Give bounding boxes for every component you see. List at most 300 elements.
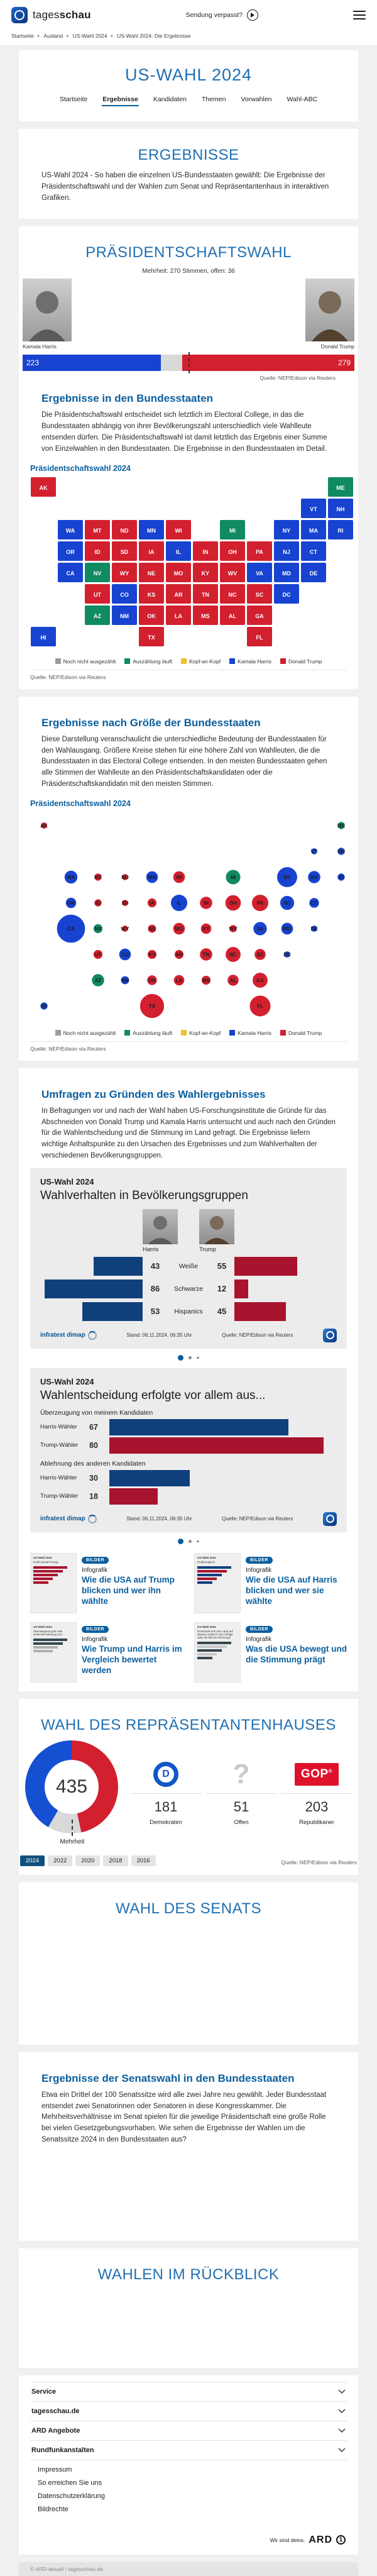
footer-link[interactable]: So erreichen Sie uns [38, 2479, 102, 2487]
state-tile-GA[interactable] [247, 605, 272, 625]
state-bubble-MO[interactable] [173, 922, 185, 935]
trump-value: 55 [217, 1261, 227, 1271]
trump-value: 45 [217, 1307, 227, 1317]
svg-text:CT: CT [310, 548, 317, 555]
state-bubble-IL[interactable] [170, 894, 187, 911]
svg-text:MI: MI [229, 527, 236, 534]
state-tile-OR[interactable] [58, 541, 83, 561]
state-tile-KY[interactable] [193, 563, 218, 582]
reasons-kicker: US-Wahl 2024 [40, 1376, 94, 1386]
teaser-grid [30, 1553, 347, 1683]
demographics-footer [40, 1329, 337, 1342]
copyright-bar: © ARD-aktuell / tagesschau.de [19, 2562, 358, 2576]
state-bubble-AR[interactable] [174, 949, 183, 959]
polls-heading: Umfragen zu Gründen des Wahlergebnisses [41, 1088, 266, 1100]
state-tile-OH[interactable] [220, 541, 245, 561]
review-heading: WAHLEN IM RÜCKBLICK [97, 2265, 280, 2283]
bubble-text: Diese Darstellung veranschaulicht die unterschiedliche Bedeutung der Bundesstaaten für den Wahlausgang. Größere Kreise stehen für eine höhere Zahl von Wahlleuten, die die Bundesstaaten in das Electoral College entsenden. In den meisten Bundesstaaten gehen alle Stimmen der Wahlleute an den Präsidentschaftskandidaten oder die Präsidentschaftskandidatin mit den meisten Stimmen. [41, 735, 327, 788]
year-chip-2016[interactable]: 2016 [131, 1855, 156, 1866]
teaser-title[interactable]: Was die USA bewegt und die Stimmung prägt [246, 1644, 347, 1664]
legend-item: Donald Trump [280, 658, 322, 665]
legend-item: Kopf-an-Kopf [181, 1030, 221, 1036]
teaser-kicker: Infografik [82, 1635, 108, 1643]
reason-group-label: Ablehnung des anderen Kandidaten [40, 1459, 146, 1468]
svg-text:MI: MI [230, 874, 236, 880]
year-chip-2024[interactable]: 2024 [20, 1855, 45, 1866]
state-tile-HI[interactable] [31, 627, 56, 646]
intro-section [19, 129, 358, 219]
state-tile-IA[interactable] [139, 541, 164, 561]
voter-label: Trump-Wähler [40, 1493, 79, 1500]
svg-text:ND: ND [120, 527, 129, 534]
svg-text:ME: ME [336, 484, 345, 491]
source-note: Quelle: NEP/Edison via Reuters [222, 1516, 293, 1522]
democrats-label: Demokraten [150, 1819, 182, 1827]
state-tile-SD[interactable] [112, 541, 137, 561]
source-note: Quelle: NEP/Edison via Reuters [260, 375, 336, 382]
state-bubble-ID[interactable] [94, 899, 102, 907]
tab-ergebnisse[interactable]: Ergebnisse [102, 94, 139, 106]
state-bubble-MN[interactable] [146, 871, 158, 883]
state-tile-AR[interactable] [166, 584, 191, 604]
state-tile-UT[interactable] [85, 584, 110, 604]
svg-text:WV: WV [227, 570, 238, 577]
candidate-harris [23, 279, 72, 350]
state-bubble-OH[interactable] [225, 895, 241, 911]
harris-name: Kamala Harris [23, 343, 57, 350]
tagesschau-logo-icon [11, 7, 28, 23]
svg-text:CA: CA [66, 570, 75, 577]
year-chip-2020[interactable]: 2020 [75, 1855, 100, 1866]
state-tile-MN[interactable] [139, 520, 164, 539]
legend-item: Auszählung läuft [124, 658, 172, 665]
state-bubble-DE[interactable] [310, 925, 318, 932]
header [0, 0, 377, 30]
state-tile-VA[interactable] [247, 563, 272, 582]
tab-kandidaten[interactable]: Kandidaten [153, 96, 187, 103]
state-bubble-AL[interactable] [227, 974, 239, 986]
state-tile-DE[interactable] [301, 563, 326, 582]
state-tile-ID[interactable] [85, 541, 110, 561]
svg-text:NC: NC [229, 951, 237, 958]
infratest-dimap-logo: infratest dimap [40, 1515, 97, 1523]
infographic-reasons[interactable] [30, 1368, 347, 1532]
teaser-item[interactable] [194, 1553, 347, 1613]
infratest-dimap-logo: infratest dimap [40, 1331, 97, 1340]
state-tile-MO[interactable] [166, 563, 191, 582]
svg-text:NE: NE [148, 926, 156, 932]
state-tile-ND[interactable] [112, 520, 137, 539]
chevron-down-icon [338, 2389, 346, 2394]
svg-text:AR: AR [175, 951, 183, 958]
teaser-item[interactable] [30, 1553, 183, 1613]
reasons-title: Wahlentscheidung erfolgte vor allem aus... [40, 1388, 266, 1402]
state-tile-WA[interactable] [58, 520, 83, 539]
senate-heading: WAHL DES SENATS [116, 1899, 261, 1917]
state-bubble-UT[interactable] [93, 949, 102, 959]
intro-heading: ERGEBNISSE [138, 146, 239, 163]
svg-text:CO: CO [121, 951, 129, 958]
svg-text:AK: AK [40, 822, 48, 829]
bubble-legend [30, 1030, 347, 1042]
state-tile-RI[interactable] [328, 520, 353, 539]
breadcrumb-item[interactable]: Ausland [43, 33, 63, 39]
state-tile-NM[interactable] [112, 605, 137, 625]
sendung-verpasst-label: Sendung verpasst? [185, 11, 243, 19]
bubble-section [19, 697, 358, 1061]
svg-text:MT: MT [93, 527, 102, 534]
harris-bar [94, 1257, 143, 1276]
bubble-chart-label: Präsidentschaftswahl 2024 [30, 799, 131, 808]
state-tile-NY[interactable] [274, 520, 299, 539]
state-tile-IN[interactable] [193, 541, 218, 561]
house-chart-row [19, 1740, 358, 1845]
state-tile-NE[interactable] [139, 563, 164, 582]
state-bubble-MD[interactable] [281, 922, 293, 935]
tab-wahl-abc[interactable]: Wahl-ABC [287, 96, 318, 103]
state-tile-PA[interactable] [247, 541, 272, 561]
republicans-seats: 203 [281, 1793, 352, 1815]
state-bubble-MT[interactable] [94, 873, 102, 881]
svg-text:RI: RI [339, 874, 344, 880]
svg-text:AK: AK [39, 484, 48, 491]
reason-group-label: Überzeugung von meinem Kandidaten [40, 1408, 153, 1417]
state-bubble-DC[interactable] [283, 951, 291, 958]
year-chip-2022[interactable]: 2022 [48, 1855, 72, 1866]
svg-text:KY: KY [202, 926, 210, 932]
tagesschau-logo[interactable] [11, 7, 91, 23]
state-tile-LA[interactable] [166, 605, 191, 625]
brand-wordmark: tagesschau [33, 9, 91, 21]
svg-text:DE: DE [309, 570, 318, 577]
tab-vorwahlen[interactable]: Vorwahlen [241, 96, 272, 103]
svg-text:MO: MO [173, 570, 183, 577]
reason-row [40, 1470, 337, 1486]
state-bubble-CT[interactable] [309, 898, 319, 908]
house-source: Quelle: NEP/Edison via Reuters [281, 1859, 357, 1866]
state-bubble-FL[interactable] [249, 995, 271, 1017]
page-footer [19, 2375, 358, 2555]
breadcrumb-item[interactable]: US-Wahl 2024 [72, 33, 107, 39]
state-tile-ME[interactable] [328, 477, 353, 497]
state-tile-SC[interactable] [247, 584, 272, 604]
chevron-down-icon [338, 2428, 346, 2433]
open-seats: 51 [206, 1793, 276, 1815]
trump-caption: Trump [199, 1246, 217, 1253]
teaser-kicker: Infografik [246, 1635, 272, 1643]
trump-name: Donald Trump [320, 343, 354, 350]
value: 18 [89, 1491, 98, 1501]
chevron-down-icon [338, 2409, 346, 2413]
state-bubble-SD[interactable] [121, 899, 128, 906]
year-selector-row [19, 1855, 358, 1866]
state-bubble-WY[interactable] [121, 925, 130, 932]
bubble-heading: Ergebnisse nach Größe der Bundesstaaten [41, 716, 261, 729]
state-bubble-KY[interactable] [200, 923, 212, 934]
svg-text:OH: OH [228, 548, 237, 555]
svg-text:HI: HI [40, 634, 46, 641]
category-label: Schwarze [173, 1285, 204, 1293]
svg-text:UT: UT [94, 951, 102, 958]
svg-text:MN: MN [147, 527, 156, 534]
breadcrumb-separator-icon: ▸ [111, 34, 114, 38]
state-bubble-RI[interactable] [337, 873, 345, 881]
state-bubble-NJ[interactable] [280, 895, 294, 910]
state-tile-CT[interactable] [301, 541, 326, 561]
state-tile-AZ[interactable] [85, 605, 110, 625]
teaser-item[interactable] [30, 1622, 183, 1683]
harris-bar [82, 1302, 143, 1321]
reasons-footer [40, 1512, 337, 1526]
breadcrumb-item[interactable]: US-Wahl 2024: Die Ergebnisse [117, 33, 191, 39]
republicans-label: Republikaner [299, 1819, 334, 1827]
state-bubble-AZ[interactable] [92, 973, 105, 987]
breadcrumb [0, 30, 377, 45]
teaser-title[interactable]: Wie Trump und Harris im Vergleich bewertet werden [82, 1644, 182, 1675]
svg-text:TX: TX [148, 1003, 156, 1009]
tab-themen[interactable]: Themen [201, 96, 226, 103]
chevron-down-icon [338, 2448, 346, 2452]
state-bubble-ME[interactable] [337, 822, 346, 829]
state-bubble-NH[interactable] [337, 848, 345, 855]
senate-results-text: Etwa ein Drittel der 100 Senatssitze wird alle zwei Jahre neu gewählt. Jeder Bundesstaat entsendet zwei Senatorinnen oder Senatoren in diese Kongresskammer. Die Mehrheitsverhältnisse im Senat spielen für die jeweilige Präsidentschaft eine große Rolle bei vielen Gesetzgebungsvorhaben. Wie sehen die Ergebnisse der Wahlen um die Senatssitze 2024 in den Bundesstaaten aus? [41, 2091, 327, 2144]
svg-text:VA: VA [256, 926, 264, 932]
intro-text: US-Wahl 2024 - So haben die einzelnen US-Bundesstaaten gewählt: Die Ergebnisse der Präsidentschaftswahl und der Wahlen zum Senat und Repräsentantenhaus in interaktiven Grafiken. [41, 172, 329, 202]
bilder-badge: BILDER [82, 1557, 109, 1564]
footer-accordion[interactable]: Service [30, 2382, 347, 2402]
state-bubble-MI[interactable] [226, 870, 241, 885]
state-tile-VT[interactable] [301, 499, 326, 518]
trump-bar [234, 1280, 248, 1298]
state-bubble-ND[interactable] [121, 873, 129, 880]
state-tile-DC[interactable] [274, 584, 299, 604]
trump-bar [234, 1302, 286, 1321]
ard-logo: ARD [309, 2534, 332, 2545]
state-bubble-TX[interactable] [139, 993, 164, 1018]
state-bubble-IN[interactable] [200, 896, 213, 909]
state-tile-WI[interactable] [166, 520, 191, 539]
svg-text:MD: MD [283, 926, 292, 932]
state-bubble-SC[interactable] [254, 948, 266, 960]
electoral-votes-bar [23, 355, 354, 371]
state-bubble-HI[interactable] [40, 1002, 48, 1010]
state-tile-MD[interactable] [274, 563, 299, 582]
state-tile-AK[interactable] [31, 477, 56, 497]
president-section [19, 226, 358, 688]
svg-text:LA: LA [175, 977, 183, 983]
state-bubble-WI[interactable] [173, 871, 185, 883]
state-bubble-WV[interactable] [229, 925, 238, 932]
svg-text:DC: DC [282, 591, 291, 598]
state-bubble-PA[interactable] [251, 894, 268, 911]
state-tile-NH[interactable] [328, 499, 353, 518]
state-tile-CO[interactable] [112, 584, 137, 604]
house-donut [25, 1740, 119, 1845]
footer-accordion[interactable]: ARD Angebote [30, 2421, 347, 2441]
state-bubble-WA[interactable] [64, 870, 77, 883]
state-tile-MT[interactable] [85, 520, 110, 539]
house-heading: WAHL DES REPRÄSENTANTENHAUSES [41, 1716, 336, 1733]
state-bubble-TN[interactable] [200, 948, 213, 961]
state-results-bubble-map[interactable] [30, 812, 357, 1020]
svg-text:NJ: NJ [283, 548, 290, 555]
state-bubble-NM[interactable] [121, 976, 129, 985]
svg-text:NE: NE [147, 570, 156, 577]
state-bubble-LA[interactable] [173, 975, 185, 986]
state-tile-FL[interactable] [247, 627, 272, 646]
carousel-dots[interactable] [30, 1539, 347, 1544]
harris-bar [45, 1280, 143, 1298]
year-chip-2018[interactable]: 2018 [103, 1855, 128, 1866]
teaser-title[interactable]: Wie die USA auf Trump blicken und wer ihn wählte [82, 1574, 175, 1606]
play-icon[interactable] [247, 9, 258, 21]
state-bubble-OK[interactable] [147, 975, 157, 985]
reason-row [40, 1419, 337, 1435]
footer-link[interactable]: Bildrechte [38, 2505, 68, 2513]
state-bubble-VA[interactable] [253, 922, 267, 936]
teaser-thumbnail: US-Wahl 2024 Profil Donald Trump [30, 1553, 77, 1613]
source-note: Quelle: NEP/Edison via Reuters [222, 1332, 293, 1339]
state-bubble-AK[interactable] [40, 822, 48, 829]
state-tile-AL[interactable] [220, 605, 245, 625]
svg-text:ID: ID [94, 548, 101, 555]
gop-logo-icon: GOP® [281, 1759, 352, 1789]
footer-accordion[interactable]: Rundfunkanstalten [30, 2441, 347, 2460]
state-bubble-CA[interactable] [57, 914, 85, 943]
state-bubble-KS[interactable] [147, 949, 156, 959]
hamburger-menu-icon[interactable] [353, 11, 366, 19]
teaser-item[interactable] [194, 1622, 347, 1683]
state-bubble-NC[interactable] [226, 946, 241, 962]
svg-text:NV: NV [93, 570, 102, 577]
bilder-badge: BILDER [246, 1626, 273, 1633]
svg-text:MS: MS [201, 612, 210, 619]
state-bubble-MS[interactable] [201, 975, 210, 985]
polls-section [19, 1068, 358, 1691]
ard-claim: Wir sind deins. [270, 2536, 305, 2543]
svg-text:OK: OK [148, 977, 156, 983]
state-tile-KS[interactable] [139, 584, 164, 604]
state-bubble-NV[interactable] [93, 924, 102, 933]
svg-text:OR: OR [66, 548, 75, 555]
value-bar [109, 1488, 158, 1505]
voter-label: Harris-Wähler [40, 1423, 77, 1431]
state-tile-WY[interactable] [112, 563, 137, 582]
svg-text:VT: VT [310, 848, 318, 854]
svg-text:NY: NY [282, 527, 291, 534]
legend-item: Noch nicht ausgezählt [55, 1030, 116, 1036]
sendung-verpasst-link[interactable] [97, 9, 347, 21]
svg-text:MS: MS [202, 977, 210, 983]
svg-text:MA: MA [310, 874, 319, 880]
state-tile-NJ[interactable] [274, 541, 299, 561]
svg-text:KY: KY [201, 570, 210, 577]
state-bubble-VT[interactable] [311, 848, 318, 854]
svg-text:CO: CO [120, 591, 129, 598]
teaser-title[interactable]: Wie die USA auf Harris blicken und wer sie wählte [246, 1574, 337, 1606]
state-tile-TX[interactable] [139, 627, 164, 646]
house-majority-marker [72, 1820, 73, 1836]
value-bar [109, 1470, 190, 1486]
svg-text:VT: VT [310, 506, 317, 512]
senate-results-heading: Ergebnisse der Senatswahl in den Bundesstaaten [41, 2072, 295, 2084]
footer-link[interactable]: Datenschutzerklärung [38, 2492, 106, 2500]
state-bubble-NE[interactable] [148, 924, 156, 933]
demographics-kicker: US-Wahl 2024 [40, 1176, 94, 1186]
state-tile-IL[interactable] [166, 541, 191, 561]
state-tile-NC[interactable] [220, 584, 245, 604]
state-tile-OK[interactable] [139, 605, 164, 625]
svg-text:WI: WI [175, 527, 182, 534]
svg-text:MN: MN [148, 874, 156, 880]
category-label: Weiße [178, 1262, 199, 1270]
breadcrumb-item[interactable]: Startseite [11, 33, 34, 39]
footer-accordion[interactable]: tagesschau.de [30, 2402, 347, 2421]
state-tile-TN[interactable] [193, 584, 218, 604]
svg-text:WV: WV [229, 926, 238, 932]
svg-text:MA: MA [309, 527, 318, 534]
state-tile-WV[interactable] [220, 563, 245, 582]
svg-text:ID: ID [96, 900, 101, 906]
footer-link[interactable]: Impressum [38, 2465, 72, 2474]
bubble-source: Quelle: NEP/Edison via Reuters [30, 1045, 106, 1052]
svg-text:NH: NH [337, 848, 345, 854]
state-tile-MS[interactable] [193, 605, 218, 625]
state-tile-CA[interactable] [58, 563, 83, 582]
svg-text:IN: IN [202, 548, 209, 555]
state-results-map[interactable] [30, 477, 357, 649]
svg-text:SC: SC [256, 951, 264, 958]
svg-text:OR: OR [67, 900, 75, 906]
state-bubble-OR[interactable] [65, 897, 77, 909]
svg-text:NM: NM [121, 977, 129, 983]
state-tile-MA[interactable] [301, 520, 326, 539]
state-tile-NV[interactable] [85, 563, 110, 582]
svg-text:TN: TN [202, 951, 210, 958]
svg-text:FL: FL [257, 1003, 263, 1009]
state-bubble-NY[interactable] [277, 866, 298, 887]
infographic-demographics[interactable] [30, 1168, 347, 1349]
state-bubble-MA[interactable] [308, 870, 321, 883]
demographics-rows [40, 1257, 337, 1321]
carousel-dots[interactable] [30, 1355, 347, 1361]
harris-value: 43 [150, 1261, 160, 1271]
svg-text:DC: DC [283, 951, 291, 958]
value: 80 [89, 1440, 98, 1450]
polls-text: In Befragungen vor und nach der Wahl haben US-Forschungsinstitute die Gründe für das Abschneiden von Donald Trump und Kamala Harris untersucht und auch nach den Gründen für die Wahlentscheidung und die Stimmung im Land gefragt. Die Ergebnisse liefern wichtige Anhaltspunkte zu den Ursachen des Ergebnisses und zum Wahlverhalten der verschiedenen Bevölkerungsgruppen. [41, 1107, 336, 1159]
svg-text:NV: NV [94, 926, 102, 932]
svg-text:AZ: AZ [94, 612, 101, 619]
state-bubble-GA[interactable] [253, 972, 268, 988]
state-tile-MI[interactable] [220, 520, 245, 539]
state-bubble-CO[interactable] [119, 948, 131, 961]
svg-text:OK: OK [147, 612, 156, 619]
tab-nav [19, 94, 358, 113]
value: 67 [89, 1422, 98, 1432]
trump-votes-bar: 279 [182, 355, 354, 371]
svg-text:WI: WI [176, 874, 182, 880]
state-bubble-IA[interactable] [147, 898, 156, 907]
svg-text:SC: SC [255, 591, 264, 598]
house-section [19, 1699, 358, 1875]
democrats-seats: 181 [131, 1793, 201, 1815]
svg-text:IA: IA [148, 548, 155, 555]
democrats-logo-icon: D [131, 1759, 201, 1789]
house-total: 435 [55, 1776, 88, 1797]
legend-item: Kamala Harris [229, 1030, 271, 1036]
svg-text:WY: WY [121, 926, 129, 932]
tab-startseite[interactable]: Startseite [59, 96, 88, 103]
